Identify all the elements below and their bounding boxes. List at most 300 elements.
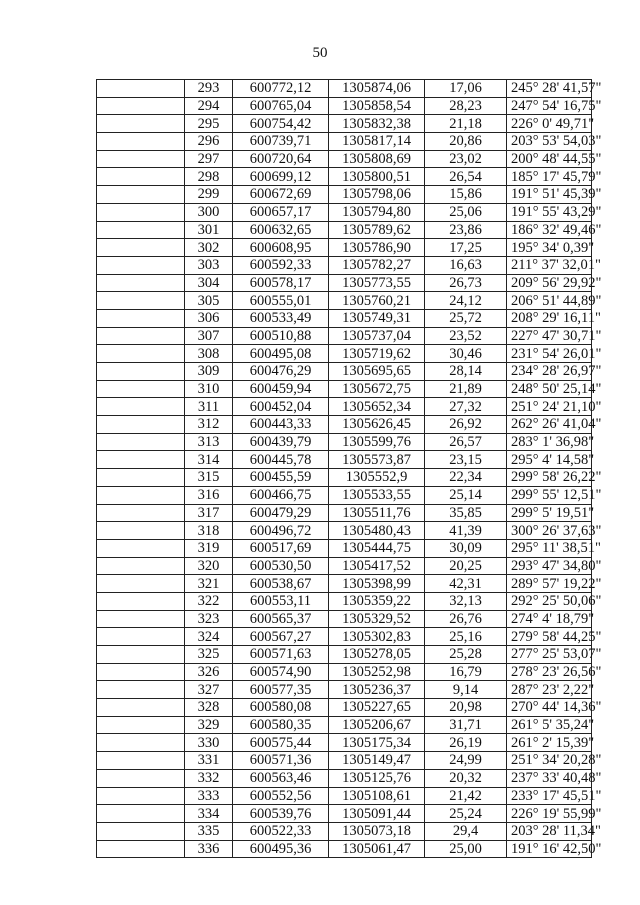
coordinates-table-body xyxy=(97,80,602,858)
blank-cell xyxy=(97,80,185,98)
point-number-cell: 319 xyxy=(185,539,233,557)
x-coordinate-cell: 600567,27 xyxy=(233,628,329,646)
table-row xyxy=(97,769,592,787)
distance-cell: 30,46 xyxy=(425,345,507,363)
x-coordinate-cell: 600555,01 xyxy=(233,292,329,310)
blank-cell xyxy=(97,575,185,593)
distance-cell: 22,34 xyxy=(425,469,507,487)
table-row xyxy=(97,115,592,133)
bearing-cell: 289° 57' 19,22" xyxy=(507,575,592,593)
distance-cell: 21,42 xyxy=(425,787,507,805)
table-row xyxy=(97,327,592,345)
table-row xyxy=(97,186,592,204)
table-row xyxy=(97,168,592,186)
bearing-cell: 203° 28' 11,34" xyxy=(507,822,592,840)
table-row xyxy=(97,380,592,398)
x-coordinate-cell: 600495,36 xyxy=(233,840,329,858)
table-row xyxy=(97,239,592,257)
x-coordinate-cell: 600657,17 xyxy=(233,203,329,221)
distance-cell: 26,57 xyxy=(425,433,507,451)
bearing-cell: 191° 51' 45,39" xyxy=(507,186,592,204)
bearing-cell: 211° 37' 32,01" xyxy=(507,256,592,274)
blank-cell xyxy=(97,769,185,787)
x-coordinate-cell: 600539,76 xyxy=(233,805,329,823)
point-number-cell: 318 xyxy=(185,522,233,540)
blank-cell xyxy=(97,822,185,840)
y-coordinate-cell: 1305832,38 xyxy=(329,115,425,133)
point-number-cell: 324 xyxy=(185,628,233,646)
table-row xyxy=(97,699,592,717)
distance-cell: 21,18 xyxy=(425,115,507,133)
x-coordinate-cell: 600580,08 xyxy=(233,699,329,717)
x-coordinate-cell: 600479,29 xyxy=(233,504,329,522)
bearing-cell: 185° 17' 45,79" xyxy=(507,168,592,186)
distance-cell: 21,89 xyxy=(425,380,507,398)
distance-cell: 28,23 xyxy=(425,97,507,115)
bearing-cell: 191° 55' 43,29" xyxy=(507,203,592,221)
blank-cell xyxy=(97,663,185,681)
blank-cell xyxy=(97,97,185,115)
distance-cell: 17,25 xyxy=(425,239,507,257)
y-coordinate-cell: 1305789,62 xyxy=(329,221,425,239)
y-coordinate-cell: 1305599,76 xyxy=(329,433,425,451)
y-coordinate-cell: 1305626,45 xyxy=(329,416,425,434)
y-coordinate-cell: 1305359,22 xyxy=(329,592,425,610)
table-row xyxy=(97,752,592,770)
table-row xyxy=(97,292,592,310)
table-row xyxy=(97,575,592,593)
bearing-cell: 295° 4' 14,58" xyxy=(507,451,592,469)
x-coordinate-cell: 600608,95 xyxy=(233,239,329,257)
point-number-cell: 312 xyxy=(185,416,233,434)
y-coordinate-cell: 1305108,61 xyxy=(329,787,425,805)
point-number-cell: 328 xyxy=(185,699,233,717)
blank-cell xyxy=(97,398,185,416)
bearing-cell: 206° 51' 44,89" xyxy=(507,292,592,310)
point-number-cell: 336 xyxy=(185,840,233,858)
point-number-cell: 308 xyxy=(185,345,233,363)
table-row xyxy=(97,504,592,522)
bearing-cell: 270° 44' 14,36" xyxy=(507,699,592,717)
bearing-cell: 300° 26' 37,63" xyxy=(507,522,592,540)
bearing-cell: 186° 32' 49,46" xyxy=(507,221,592,239)
x-coordinate-cell: 600522,33 xyxy=(233,822,329,840)
x-coordinate-cell: 600533,49 xyxy=(233,309,329,327)
y-coordinate-cell: 1305672,75 xyxy=(329,380,425,398)
y-coordinate-cell: 1305398,99 xyxy=(329,575,425,593)
y-coordinate-cell: 1305206,67 xyxy=(329,716,425,734)
y-coordinate-cell: 1305652,34 xyxy=(329,398,425,416)
y-coordinate-cell: 1305480,43 xyxy=(329,522,425,540)
bearing-cell: 287° 23' 2,22" xyxy=(507,681,592,699)
blank-cell xyxy=(97,486,185,504)
distance-cell: 20,25 xyxy=(425,557,507,575)
distance-cell: 24,12 xyxy=(425,292,507,310)
point-number-cell: 299 xyxy=(185,186,233,204)
distance-cell: 26,19 xyxy=(425,734,507,752)
blank-cell xyxy=(97,256,185,274)
point-number-cell: 311 xyxy=(185,398,233,416)
point-number-cell: 316 xyxy=(185,486,233,504)
table-row xyxy=(97,486,592,504)
y-coordinate-cell: 1305073,18 xyxy=(329,822,425,840)
y-coordinate-cell: 1305760,21 xyxy=(329,292,425,310)
y-coordinate-cell: 1305719,62 xyxy=(329,345,425,363)
table-row xyxy=(97,274,592,292)
distance-cell: 25,06 xyxy=(425,203,507,221)
point-number-cell: 296 xyxy=(185,133,233,151)
bearing-cell: 299° 58' 26,22" xyxy=(507,469,592,487)
blank-cell xyxy=(97,168,185,186)
table-row xyxy=(97,309,592,327)
x-coordinate-cell: 600575,44 xyxy=(233,734,329,752)
blank-cell xyxy=(97,380,185,398)
y-coordinate-cell: 1305511,76 xyxy=(329,504,425,522)
distance-cell: 32,13 xyxy=(425,592,507,610)
point-number-cell: 314 xyxy=(185,451,233,469)
x-coordinate-cell: 600672,69 xyxy=(233,186,329,204)
table-row xyxy=(97,663,592,681)
y-coordinate-cell: 1305125,76 xyxy=(329,769,425,787)
x-coordinate-cell: 600439,79 xyxy=(233,433,329,451)
point-number-cell: 297 xyxy=(185,150,233,168)
x-coordinate-cell: 600739,71 xyxy=(233,133,329,151)
point-number-cell: 330 xyxy=(185,734,233,752)
distance-cell: 23,15 xyxy=(425,451,507,469)
y-coordinate-cell: 1305794,80 xyxy=(329,203,425,221)
x-coordinate-cell: 600495,08 xyxy=(233,345,329,363)
point-number-cell: 323 xyxy=(185,610,233,628)
y-coordinate-cell: 1305091,44 xyxy=(329,805,425,823)
point-number-cell: 294 xyxy=(185,97,233,115)
point-number-cell: 331 xyxy=(185,752,233,770)
blank-cell xyxy=(97,203,185,221)
point-number-cell: 320 xyxy=(185,557,233,575)
bearing-cell: 226° 0' 49,71" xyxy=(507,115,592,133)
blank-cell xyxy=(97,699,185,717)
point-number-cell: 305 xyxy=(185,292,233,310)
blank-cell xyxy=(97,646,185,664)
x-coordinate-cell: 600510,88 xyxy=(233,327,329,345)
blank-cell xyxy=(97,805,185,823)
point-number-cell: 334 xyxy=(185,805,233,823)
point-number-cell: 327 xyxy=(185,681,233,699)
blank-cell xyxy=(97,681,185,699)
x-coordinate-cell: 600565,37 xyxy=(233,610,329,628)
x-coordinate-cell: 600720,64 xyxy=(233,150,329,168)
bearing-cell: 274° 4' 18,79" xyxy=(507,610,592,628)
blank-cell xyxy=(97,628,185,646)
distance-cell: 16,79 xyxy=(425,663,507,681)
distance-cell: 30,09 xyxy=(425,539,507,557)
point-number-cell: 298 xyxy=(185,168,233,186)
x-coordinate-cell: 600577,35 xyxy=(233,681,329,699)
table-row xyxy=(97,433,592,451)
bearing-cell: 251° 24' 21,10" xyxy=(507,398,592,416)
blank-cell xyxy=(97,115,185,133)
table-row xyxy=(97,646,592,664)
x-coordinate-cell: 600632,65 xyxy=(233,221,329,239)
y-coordinate-cell: 1305786,90 xyxy=(329,239,425,257)
table-row xyxy=(97,557,592,575)
distance-cell: 23,86 xyxy=(425,221,507,239)
distance-cell: 29,4 xyxy=(425,822,507,840)
y-coordinate-cell: 1305800,51 xyxy=(329,168,425,186)
table-row xyxy=(97,592,592,610)
blank-cell xyxy=(97,309,185,327)
point-number-cell: 329 xyxy=(185,716,233,734)
point-number-cell: 293 xyxy=(185,80,233,98)
distance-cell: 17,06 xyxy=(425,80,507,98)
point-number-cell: 303 xyxy=(185,256,233,274)
bearing-cell: 292° 25' 50,06" xyxy=(507,592,592,610)
distance-cell: 26,92 xyxy=(425,416,507,434)
blank-cell xyxy=(97,539,185,557)
y-coordinate-cell: 1305533,55 xyxy=(329,486,425,504)
table-row xyxy=(97,822,592,840)
table-row xyxy=(97,522,592,540)
blank-cell xyxy=(97,433,185,451)
distance-cell: 42,31 xyxy=(425,575,507,593)
x-coordinate-cell: 600578,17 xyxy=(233,274,329,292)
blank-cell xyxy=(97,363,185,381)
x-coordinate-cell: 600466,75 xyxy=(233,486,329,504)
page-number: 50 xyxy=(312,45,328,61)
table-row xyxy=(97,734,592,752)
bearing-cell: 251° 34' 20,28" xyxy=(507,752,592,770)
x-coordinate-cell: 600452,04 xyxy=(233,398,329,416)
y-coordinate-cell: 1305858,54 xyxy=(329,97,425,115)
point-number-cell: 315 xyxy=(185,469,233,487)
blank-cell xyxy=(97,345,185,363)
table-row xyxy=(97,840,592,858)
blank-cell xyxy=(97,840,185,858)
bearing-cell: 295° 11' 38,51" xyxy=(507,539,592,557)
bearing-cell: 299° 55' 12,51" xyxy=(507,486,592,504)
point-number-cell: 313 xyxy=(185,433,233,451)
y-coordinate-cell: 1305808,69 xyxy=(329,150,425,168)
blank-cell xyxy=(97,734,185,752)
bearing-cell: 195° 34' 0,39" xyxy=(507,239,592,257)
y-coordinate-cell: 1305278,05 xyxy=(329,646,425,664)
x-coordinate-cell: 600571,63 xyxy=(233,646,329,664)
bearing-cell: 231° 54' 26,01" xyxy=(507,345,592,363)
x-coordinate-cell: 600530,50 xyxy=(233,557,329,575)
bearing-cell: 227° 47' 30,71" xyxy=(507,327,592,345)
table-row xyxy=(97,628,592,646)
point-number-cell: 295 xyxy=(185,115,233,133)
y-coordinate-cell: 1305817,14 xyxy=(329,133,425,151)
blank-cell xyxy=(97,133,185,151)
bearing-cell: 209° 56' 29,92" xyxy=(507,274,592,292)
table-row xyxy=(97,469,592,487)
x-coordinate-cell: 600699,12 xyxy=(233,168,329,186)
y-coordinate-cell: 1305227,65 xyxy=(329,699,425,717)
distance-cell: 20,98 xyxy=(425,699,507,717)
distance-cell: 28,14 xyxy=(425,363,507,381)
blank-cell xyxy=(97,274,185,292)
x-coordinate-cell: 600496,72 xyxy=(233,522,329,540)
distance-cell: 25,28 xyxy=(425,646,507,664)
table-row xyxy=(97,805,592,823)
blank-cell xyxy=(97,592,185,610)
point-number-cell: 333 xyxy=(185,787,233,805)
coordinates-table xyxy=(96,79,602,858)
y-coordinate-cell: 1305874,06 xyxy=(329,80,425,98)
x-coordinate-cell: 600443,33 xyxy=(233,416,329,434)
y-coordinate-cell: 1305302,83 xyxy=(329,628,425,646)
table-row xyxy=(97,97,592,115)
distance-cell: 20,32 xyxy=(425,769,507,787)
y-coordinate-cell: 1305749,31 xyxy=(329,309,425,327)
table-row xyxy=(97,681,592,699)
table-row xyxy=(97,150,592,168)
bearing-cell: 245° 28' 41,57" xyxy=(507,80,592,98)
blank-cell xyxy=(97,186,185,204)
point-number-cell: 335 xyxy=(185,822,233,840)
distance-cell: 31,71 xyxy=(425,716,507,734)
point-number-cell: 307 xyxy=(185,327,233,345)
bearing-cell: 226° 19' 55,99" xyxy=(507,805,592,823)
distance-cell: 25,16 xyxy=(425,628,507,646)
x-coordinate-cell: 600552,56 xyxy=(233,787,329,805)
table-row xyxy=(97,610,592,628)
distance-cell: 25,14 xyxy=(425,486,507,504)
blank-cell xyxy=(97,451,185,469)
x-coordinate-cell: 600772,12 xyxy=(233,80,329,98)
x-coordinate-cell: 600517,69 xyxy=(233,539,329,557)
point-number-cell: 302 xyxy=(185,239,233,257)
bearing-cell: 234° 28' 26,97" xyxy=(507,363,592,381)
bearing-cell: 261° 2' 15,39" xyxy=(507,734,592,752)
blank-cell xyxy=(97,787,185,805)
bearing-cell: 208° 29' 16,11" xyxy=(507,309,592,327)
table-row xyxy=(97,345,592,363)
distance-cell: 26,54 xyxy=(425,168,507,186)
point-number-cell: 322 xyxy=(185,592,233,610)
y-coordinate-cell: 1305737,04 xyxy=(329,327,425,345)
distance-cell: 15,86 xyxy=(425,186,507,204)
point-number-cell: 332 xyxy=(185,769,233,787)
table-row xyxy=(97,539,592,557)
point-number-cell: 309 xyxy=(185,363,233,381)
bearing-cell: 283° 1' 36,98" xyxy=(507,433,592,451)
bearing-cell: 237° 33' 40,48" xyxy=(507,769,592,787)
x-coordinate-cell: 600455,59 xyxy=(233,469,329,487)
x-coordinate-cell: 600553,11 xyxy=(233,592,329,610)
bearing-cell: 262° 26' 41,04" xyxy=(507,416,592,434)
distance-cell: 25,00 xyxy=(425,840,507,858)
y-coordinate-cell: 1305773,55 xyxy=(329,274,425,292)
table-row xyxy=(97,398,592,416)
y-coordinate-cell: 1305552,9 xyxy=(329,469,425,487)
blank-cell xyxy=(97,557,185,575)
table-row xyxy=(97,221,592,239)
table-row xyxy=(97,787,592,805)
table-row xyxy=(97,80,592,98)
y-coordinate-cell: 1305444,75 xyxy=(329,539,425,557)
point-number-cell: 300 xyxy=(185,203,233,221)
x-coordinate-cell: 600765,04 xyxy=(233,97,329,115)
distance-cell: 27,32 xyxy=(425,398,507,416)
y-coordinate-cell: 1305175,34 xyxy=(329,734,425,752)
bearing-cell: 247° 54' 16,75" xyxy=(507,97,592,115)
table-row xyxy=(97,256,592,274)
blank-cell xyxy=(97,716,185,734)
x-coordinate-cell: 600574,90 xyxy=(233,663,329,681)
bearing-cell: 277° 25' 53,07" xyxy=(507,646,592,664)
blank-cell xyxy=(97,416,185,434)
y-coordinate-cell: 1305798,06 xyxy=(329,186,425,204)
distance-cell: 25,72 xyxy=(425,309,507,327)
distance-cell: 16,63 xyxy=(425,256,507,274)
distance-cell: 24,99 xyxy=(425,752,507,770)
bearing-cell: 299° 5' 19,51" xyxy=(507,504,592,522)
blank-cell xyxy=(97,504,185,522)
table-row xyxy=(97,203,592,221)
x-coordinate-cell: 600459,94 xyxy=(233,380,329,398)
table-row xyxy=(97,363,592,381)
point-number-cell: 317 xyxy=(185,504,233,522)
x-coordinate-cell: 600538,67 xyxy=(233,575,329,593)
point-number-cell: 310 xyxy=(185,380,233,398)
bearing-cell: 200° 48' 44,55" xyxy=(507,150,592,168)
blank-cell xyxy=(97,522,185,540)
y-coordinate-cell: 1305782,27 xyxy=(329,256,425,274)
bearing-cell: 203° 53' 54,03" xyxy=(507,133,592,151)
y-coordinate-cell: 1305695,65 xyxy=(329,363,425,381)
distance-cell: 35,85 xyxy=(425,504,507,522)
y-coordinate-cell: 1305236,37 xyxy=(329,681,425,699)
bearing-cell: 293° 47' 34,80" xyxy=(507,557,592,575)
x-coordinate-cell: 600754,42 xyxy=(233,115,329,133)
distance-cell: 9,14 xyxy=(425,681,507,699)
distance-cell: 23,52 xyxy=(425,327,507,345)
blank-cell xyxy=(97,239,185,257)
point-number-cell: 321 xyxy=(185,575,233,593)
table-row xyxy=(97,416,592,434)
y-coordinate-cell: 1305252,98 xyxy=(329,663,425,681)
distance-cell: 26,76 xyxy=(425,610,507,628)
point-number-cell: 304 xyxy=(185,274,233,292)
blank-cell xyxy=(97,610,185,628)
blank-cell xyxy=(97,221,185,239)
bearing-cell: 261° 5' 35,24" xyxy=(507,716,592,734)
y-coordinate-cell: 1305061,47 xyxy=(329,840,425,858)
table-row xyxy=(97,716,592,734)
table-row xyxy=(97,133,592,151)
point-number-cell: 306 xyxy=(185,309,233,327)
blank-cell xyxy=(97,292,185,310)
bearing-cell: 248° 50' 25,14" xyxy=(507,380,592,398)
distance-cell: 23,02 xyxy=(425,150,507,168)
blank-cell xyxy=(97,150,185,168)
x-coordinate-cell: 600592,33 xyxy=(233,256,329,274)
x-coordinate-cell: 600571,36 xyxy=(233,752,329,770)
blank-cell xyxy=(97,327,185,345)
table-row xyxy=(97,451,592,469)
x-coordinate-cell: 600563,46 xyxy=(233,769,329,787)
distance-cell: 25,24 xyxy=(425,805,507,823)
x-coordinate-cell: 600580,35 xyxy=(233,716,329,734)
point-number-cell: 326 xyxy=(185,663,233,681)
blank-cell xyxy=(97,752,185,770)
distance-cell: 20,86 xyxy=(425,133,507,151)
y-coordinate-cell: 1305573,87 xyxy=(329,451,425,469)
bearing-cell: 233° 17' 45,51" xyxy=(507,787,592,805)
point-number-cell: 301 xyxy=(185,221,233,239)
bearing-cell: 191° 16' 42,50" xyxy=(507,840,592,858)
